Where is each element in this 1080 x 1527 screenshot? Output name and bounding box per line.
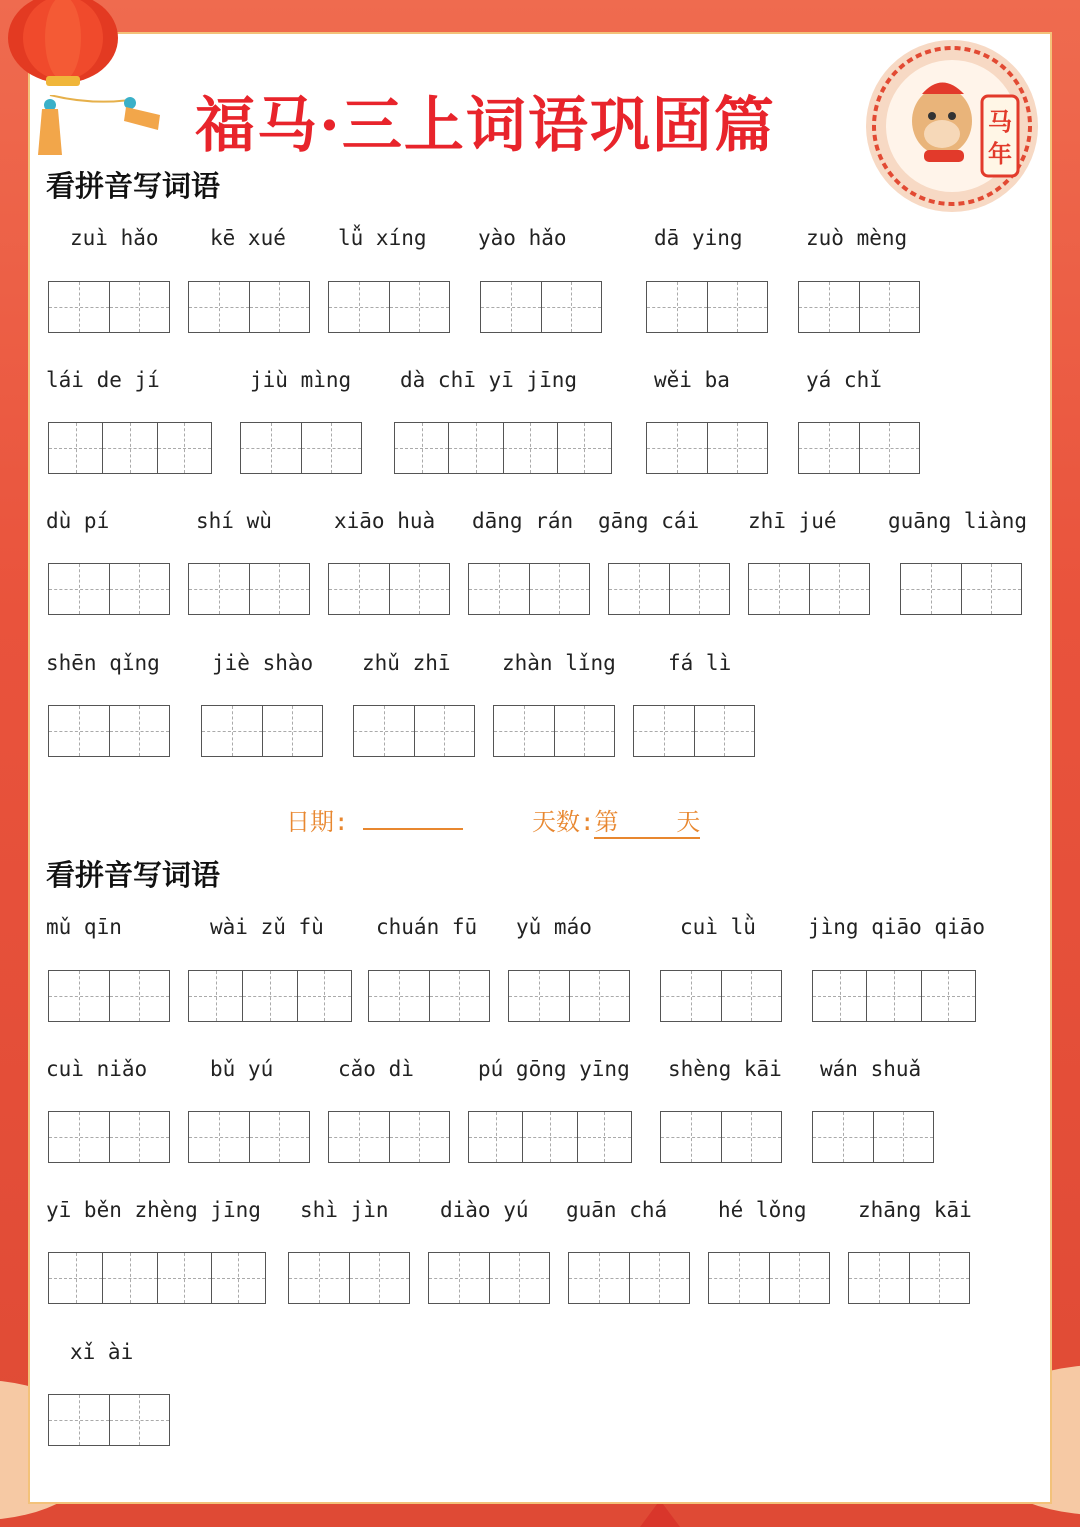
pinyin-label: bǔ yú [210,1057,274,1081]
writing-grid[interactable] [328,1111,450,1163]
writing-cell[interactable] [578,1112,631,1162]
horse-badge-icon [862,36,1042,216]
writing-cell[interactable] [749,564,810,614]
writing-cell[interactable] [695,706,755,756]
pinyin-label: zhī jué [748,509,837,533]
writing-grid[interactable] [48,563,170,615]
pinyin-label: fá lì [668,651,732,675]
writing-cell[interactable] [202,706,263,756]
writing-cell[interactable] [647,423,708,473]
badge-text-top: 马 [988,107,1012,136]
pinyin-label: zhāng kāi [858,1198,972,1222]
writing-grid[interactable] [288,1252,410,1304]
writing-cell[interactable] [661,971,722,1021]
writing-grid[interactable] [201,705,323,757]
writing-cell[interactable] [49,1395,110,1445]
pinyin-label: lái de jí [46,368,160,392]
writing-cell[interactable] [329,1112,390,1162]
writing-grid[interactable] [798,422,920,474]
writing-cell[interactable] [490,1253,550,1303]
writing-grid[interactable] [48,281,170,333]
writing-cell[interactable] [469,564,530,614]
writing-grid[interactable] [812,1111,934,1163]
writing-grid[interactable] [660,1111,782,1163]
writing-cell[interactable] [189,1112,250,1162]
writing-cell[interactable] [110,971,170,1021]
writing-cell[interactable] [158,1253,212,1303]
writing-cell[interactable] [189,971,243,1021]
writing-cell[interactable] [263,706,323,756]
writing-grid[interactable] [468,1111,632,1163]
section-heading: 看拼音写词语 [46,169,221,203]
writing-cell[interactable] [799,282,860,332]
pinyin-label: shí wù [196,509,272,533]
writing-cell[interactable] [110,1112,170,1162]
writing-cell[interactable] [542,282,602,332]
writing-cell[interactable] [494,706,555,756]
pinyin-label: zuì hǎo [70,226,159,250]
pinyin-label: dāng rán [472,509,574,533]
days-field [532,802,700,839]
pinyin-label: zhàn lǐng [502,651,616,675]
writing-cell[interactable] [867,971,921,1021]
writing-cell[interactable] [110,282,170,332]
pinyin-label: lǚ xíng [338,226,427,250]
writing-cell[interactable] [570,971,630,1021]
pinyin-label: wěi ba [654,368,730,392]
writing-cell[interactable] [722,1112,782,1162]
writing-cell[interactable] [250,282,310,332]
writing-grid[interactable] [468,563,590,615]
writing-cell[interactable] [110,706,170,756]
writing-cell[interactable] [49,971,110,1021]
writing-cell[interactable] [49,1112,110,1162]
writing-cell[interactable] [799,423,860,473]
writing-cell[interactable] [49,1253,103,1303]
writing-grid[interactable] [428,1252,550,1304]
writing-grid[interactable] [394,422,612,474]
writing-cell[interactable] [298,971,351,1021]
writing-grid[interactable] [240,422,362,474]
writing-cell[interactable] [670,564,730,614]
date-blank[interactable] [363,828,463,830]
pinyin-label: wài zǔ fù [210,915,324,939]
writing-cell[interactable] [469,1112,523,1162]
pinyin-label: zhǔ zhī [362,651,451,675]
writing-cell[interactable] [390,1112,450,1162]
writing-cell[interactable] [481,282,542,332]
writing-cell[interactable] [241,423,302,473]
pinyin-label: yá chǐ [806,368,882,392]
writing-cell[interactable] [874,1112,934,1162]
writing-cell[interactable] [709,1253,770,1303]
pinyin-label: wán shuǎ [820,1057,922,1081]
writing-cell[interactable] [555,706,615,756]
writing-cell[interactable] [558,423,611,473]
writing-grid[interactable] [480,281,602,333]
pinyin-label: jiè shào [212,651,314,675]
pinyin-label: xǐ ài [70,1340,134,1364]
writing-cell[interactable] [860,282,920,332]
writing-cell[interactable] [647,282,708,332]
pinyin-label: cuì lǜ [680,915,756,939]
pinyin-label: xiāo huà [334,509,436,533]
writing-grid[interactable] [646,281,768,333]
writing-grid[interactable] [748,563,870,615]
writing-cell[interactable] [530,564,590,614]
writing-cell[interactable] [49,423,103,473]
section-heading: 看拼音写词语 [46,858,221,892]
tassel-icon [30,95,170,165]
writing-grid[interactable] [48,705,170,757]
writing-grid[interactable] [848,1252,970,1304]
pinyin-label: mǔ qīn [46,915,122,939]
writing-cell[interactable] [509,971,570,1021]
writing-cell[interactable] [922,971,975,1021]
pinyin-label: yī běn zhèng jīng [46,1198,261,1222]
writing-grid[interactable] [568,1252,690,1304]
writing-grid[interactable] [188,563,310,615]
writing-grid[interactable] [368,970,490,1022]
pinyin-label: yào hǎo [478,226,567,250]
writing-cell[interactable] [350,1253,410,1303]
writing-cell[interactable] [302,423,362,473]
pinyin-label: dà chī yī jīng [400,368,578,392]
writing-grid[interactable] [353,705,475,757]
writing-cell[interactable] [708,423,768,473]
writing-cell[interactable] [860,423,920,473]
writing-grid[interactable] [660,970,782,1022]
writing-cell[interactable] [250,1112,310,1162]
pinyin-label: guāng liàng [888,509,1028,533]
writing-cell[interactable] [49,564,110,614]
writing-cell[interactable] [103,423,157,473]
writing-cell[interactable] [770,1253,830,1303]
pinyin-label: gāng cái [598,509,700,533]
pinyin-label: hé lǒng [718,1198,807,1222]
writing-cell[interactable] [390,564,450,614]
writing-cell[interactable] [329,282,390,332]
pinyin-label: dā ying [654,226,743,250]
writing-grid[interactable] [188,1111,310,1163]
writing-cell[interactable] [103,1253,157,1303]
pinyin-label: cǎo dì [338,1057,414,1081]
pinyin-label: pú gōng yīng [478,1057,630,1081]
writing-grid[interactable] [646,422,768,474]
writing-cell[interactable] [901,564,962,614]
pinyin-label: zuò mèng [806,226,908,250]
pinyin-label: cuì niǎo [46,1057,148,1081]
writing-cell[interactable] [813,1112,874,1162]
writing-grid[interactable] [708,1252,830,1304]
writing-cell[interactable] [523,1112,577,1162]
writing-grid[interactable] [48,1252,266,1304]
writing-grid[interactable] [798,281,920,333]
writing-cell[interactable] [390,282,450,332]
writing-cell[interactable] [430,971,490,1021]
writing-cell[interactable] [429,1253,490,1303]
writing-cell[interactable] [189,282,250,332]
writing-grid[interactable] [812,970,976,1022]
writing-grid[interactable] [608,563,730,615]
writing-cell[interactable] [243,971,297,1021]
pinyin-label: yǔ máo [516,915,592,939]
writing-grid[interactable] [633,705,755,757]
writing-grid[interactable] [48,422,212,474]
writing-cell[interactable] [49,706,110,756]
days-label: 天数: [532,808,595,836]
writing-cell[interactable] [569,1253,630,1303]
date-label: 日期: [286,808,349,836]
writing-grid[interactable] [188,970,352,1022]
writing-cell[interactable] [504,423,558,473]
pinyin-label: shēn qǐng [46,651,160,675]
writing-cell[interactable] [810,564,870,614]
writing-grid[interactable] [48,1111,170,1163]
writing-cell[interactable] [910,1253,970,1303]
writing-cell[interactable] [609,564,670,614]
writing-cell[interactable] [110,1395,170,1445]
writing-cell[interactable] [449,423,503,473]
page-title: 福马·三上词语巩固篇 [195,91,776,161]
writing-cell[interactable] [661,1112,722,1162]
writing-grid[interactable] [48,1394,170,1446]
writing-grid[interactable] [328,563,450,615]
pinyin-label: shèng kāi [668,1057,782,1081]
writing-cell[interactable] [849,1253,910,1303]
writing-cell[interactable] [722,971,782,1021]
badge-text-bottom: 年 [988,139,1012,168]
writing-cell[interactable] [630,1253,690,1303]
writing-cell[interactable] [634,706,695,756]
pinyin-label: chuán fū [376,915,478,939]
writing-grid[interactable] [328,281,450,333]
pinyin-label: shì jìn [300,1198,389,1222]
writing-cell[interactable] [49,282,110,332]
pinyin-label: dù pí [46,509,110,533]
pinyin-label: jiù mìng [250,368,352,392]
lantern-icon [8,0,128,100]
pinyin-label: jìng qiāo qiāo [808,915,986,939]
writing-grid[interactable] [493,705,615,757]
pinyin-label: diào yú [440,1198,529,1222]
writing-cell[interactable] [708,282,768,332]
writing-cell[interactable] [354,706,415,756]
writing-grid[interactable] [188,281,310,333]
writing-cell[interactable] [813,971,867,1021]
writing-cell[interactable] [329,564,390,614]
days-blank[interactable]: 第 天 [594,802,700,839]
writing-cell[interactable] [415,706,475,756]
writing-cell[interactable] [110,564,170,614]
writing-cell[interactable] [158,423,211,473]
pinyin-label: guān chá [566,1198,668,1222]
writing-cell[interactable] [962,564,1022,614]
writing-cell[interactable] [212,1253,265,1303]
writing-cell[interactable] [250,564,310,614]
writing-cell[interactable] [369,971,430,1021]
writing-cell[interactable] [189,564,250,614]
date-field [286,802,463,837]
writing-cell[interactable] [395,423,449,473]
writing-grid[interactable] [900,563,1022,615]
pinyin-label: kē xué [210,226,286,250]
writing-grid[interactable] [508,970,630,1022]
writing-grid[interactable] [48,970,170,1022]
writing-cell[interactable] [289,1253,350,1303]
